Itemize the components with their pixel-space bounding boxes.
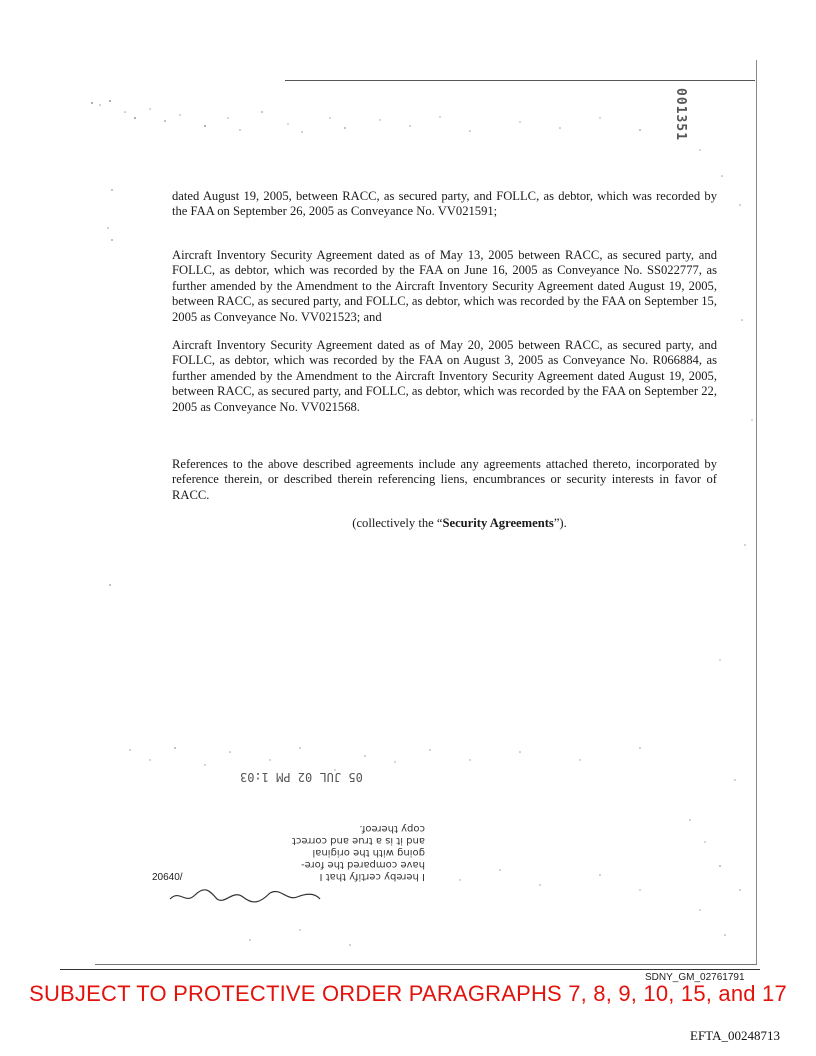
certification-line-5: copy thereof. <box>359 823 425 834</box>
collective-definition <box>172 516 717 531</box>
certification-stamp <box>205 822 425 882</box>
page-stamp-number: 001351 <box>673 88 688 141</box>
bates-number: SDNY_GM_02761791 <box>645 972 745 983</box>
paragraph-references: References to the above described agreements include any agreements attached thereto, incorporated by reference therein, or described therein referencing liens, encumbrances or security interests in favor of RACC. <box>172 457 717 502</box>
efta-number: EFTA_00248713 <box>690 1028 780 1043</box>
paragraph-security-agreement-may-13: Aircraft Inventory Security Agreement dated as of May 13, 2005 between RACC, as secured party, and FOLLC, as debtor, which was recorded by the FAA on June 16, 2005 as Conveyance No. SS022777, as further amended by the Amendment to the Aircraft Inventory Security Agreement dated August 19, 2005, between RACC, as secured party, and FOLLC, as debtor, which was recorded by the FAA on September 15, 2005 as Conveyance No. VV021523; and <box>172 248 717 324</box>
collective-prefix: (collectively the “ <box>352 516 443 530</box>
protective-order-notice: SUBJECT TO PROTECTIVE ORDER PARAGRAPHS 7, 8, 9, 10, 15, and 17 <box>29 981 787 1006</box>
certification-line-2: have compared the fore- <box>301 859 425 870</box>
paragraph-recorded-sept-26: dated August 19, 2005, between RACC, as secured party, and FOLLC, as debtor, which was recorded by the FAA on September 26, 2005 as Conveyance No. VV021591; <box>172 189 717 219</box>
certification-doc-id: 20640/ <box>152 872 183 883</box>
paragraph-security-agreement-may-20: Aircraft Inventory Security Agreement dated as of May 20, 2005 between RACC, as secured party, and FOLLC, as debtor, which was recorded by the FAA on August 3, 2005 as Conveyance No. R066884, as further amended by the Amendment to the Aircraft Inventory Security Agreement dated August 19, 2005, between RACC, as secured party, and FOLLC, as debtor, which was recorded by the FAA on September 22, 2005 as Conveyance No. VV021568. <box>172 338 717 414</box>
certification-line-1: I hereby certify that I <box>319 871 425 882</box>
handwritten-signature <box>165 885 325 907</box>
footer-rule <box>60 969 760 970</box>
certification-date-stamp: 05 JUL 02 PM 1:03 <box>240 770 363 784</box>
certification-line-3: going with the original <box>312 847 425 858</box>
collective-term: Security Agreements <box>442 516 554 530</box>
collective-suffix: ”). <box>553 516 567 530</box>
certification-line-4: and it is a true and correct <box>291 835 425 846</box>
